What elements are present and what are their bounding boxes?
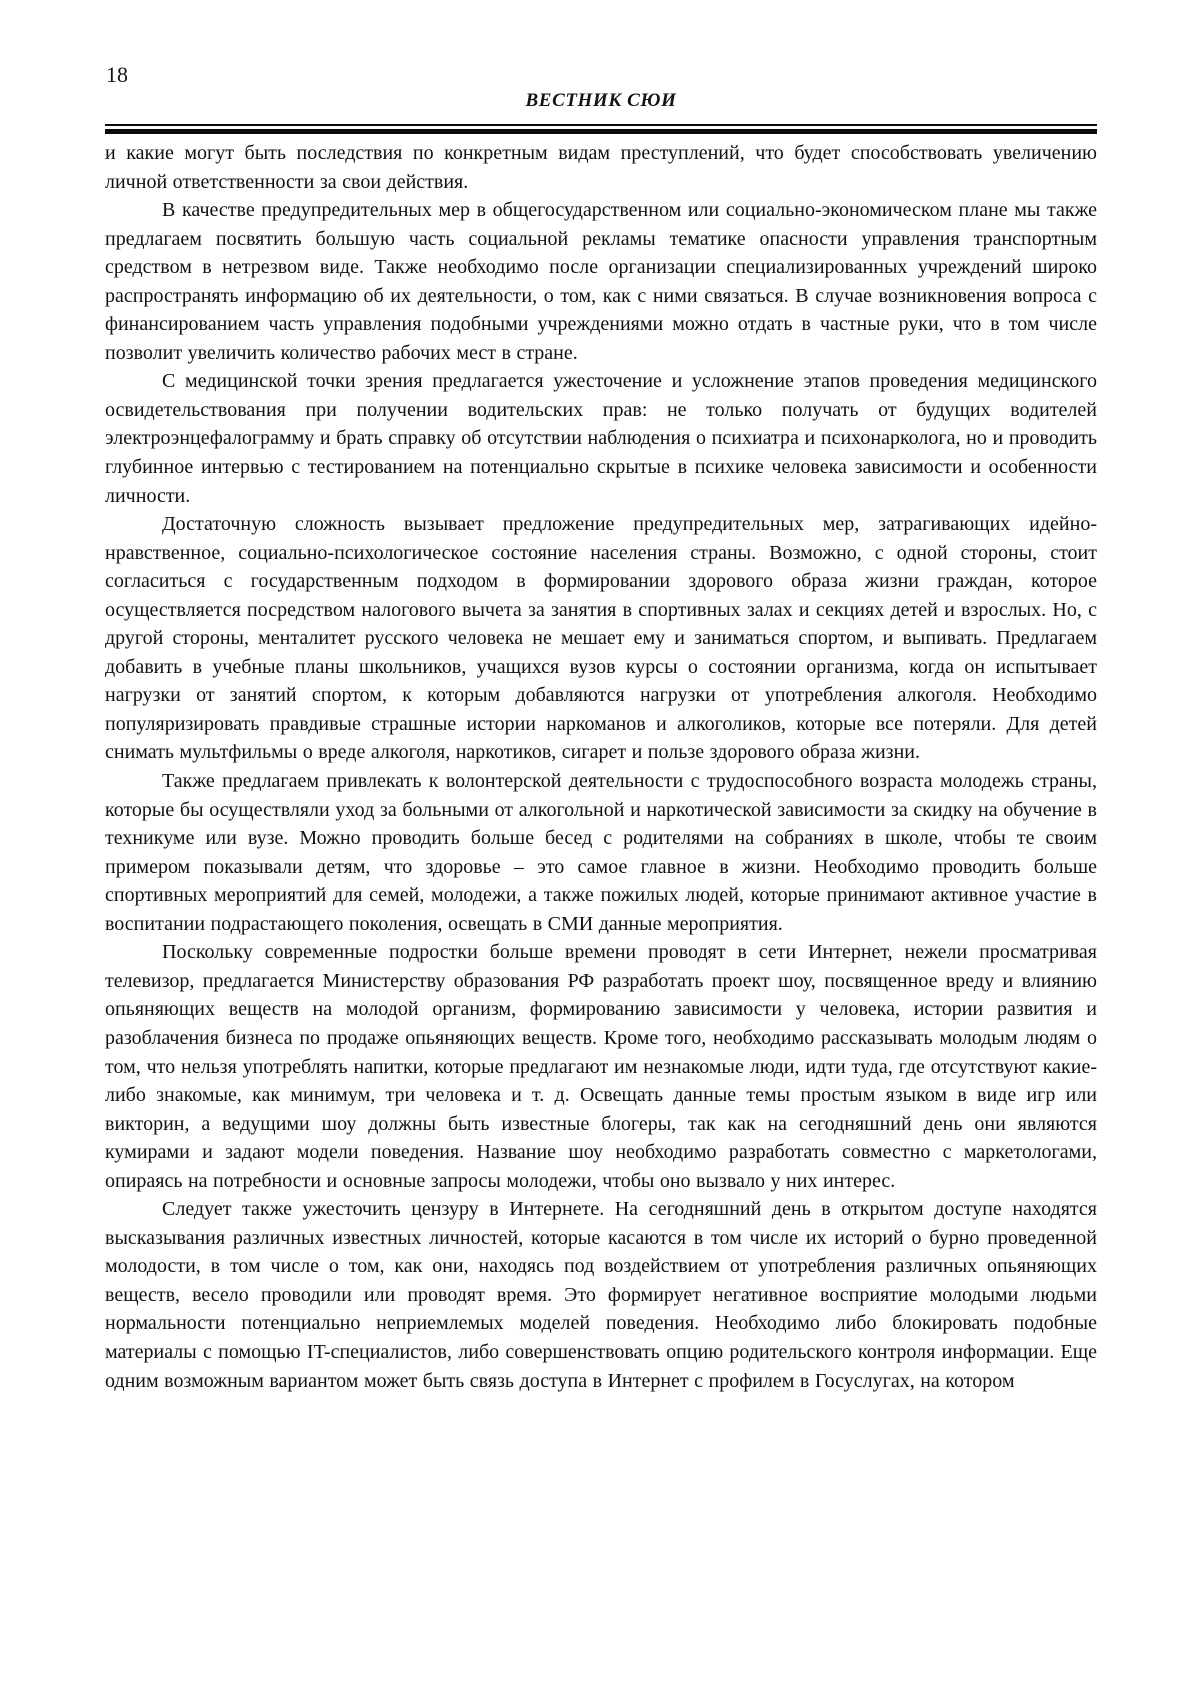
paragraph: Также предлагаем привлекать к волонтерской деятельности с трудоспособного возраста молодежь страны, которые бы осуществляли уход за больными от алкогольной и наркотической зависимости за скидку на обучение в техникуме или вузе. Можно проводить больше бесед с родителями на собраниях в школе, чтобы те своим примером показывали детям, что здоровье – это самое главное в жизни. Необходимо проводить больше спортивных мероприятий для семей, молодежи, а также пожилых людей, которые принимают активное участие в воспитании подрастающего поколения, освещать в СМИ данные мероприятия. <box>105 770 1097 935</box>
journal-header <box>105 90 1097 112</box>
article-body <box>105 139 1097 1395</box>
paragraph: В качестве предупредительных мер в общегосударственном или социально-экономическом плане мы также предлагаем посвятить большую часть социальной рекламы тематике опасности управления транспортным средством в нетрезвом виде. Также необходимо после организации специализированных учреждений широко распространять информацию об их деятельности, о том, как с ними связаться. В случае возникновения вопроса с финансированием часть управления подобными учреждениями можно отдать в частные руки, что в том числе позволит увеличить количество рабочих мест в стране. <box>105 199 1097 364</box>
paragraph-continuation: и какие могут быть последствия по конкретным видам преступлений, что будет способствовать увеличению личной ответственности за свои действия. <box>105 142 1097 193</box>
paragraph: Достаточную сложность вызывает предложение предупредительных мер, затрагивающих идейно-нравственное, социально-психологическое состояние населения страны. Возможно, с одной стороны, стоит согласиться с государственным подходом в формировании здорового образа жизни граждан, которое осуществляется посредством налогового вычета за занятия в спортивных залах и секциях детей и взрослых. Но, с другой стороны, менталитет русского человека не мешает ему и заниматься спортом, и выпивать. Предлагаем добавить в учебные планы школьников, учащихся вузов курсы о состоянии организма, когда он испытывает нагрузки от занятий спортом, к которым добавляются нагрузки от употребления алкоголя. Необходимо популяризировать правдивые страшные истории наркоманов и алкоголиков, которые все потеряли. Для детей снимать мультфильмы о вреде алкоголя, наркотиков, сигарет и пользе здорового образа жизни. <box>105 513 1097 764</box>
paragraph: С медицинской точки зрения предлагается ужесточение и усложнение этапов проведения медицинского освидетельствования при получении водительских прав: не только получать от будущих водителей электроэнцефалограмму и брать справку об отсутствии наблюдения о психиатра и психонарколога, но и проводить глубинное интервью с тестированием на потенциально скрытые в психике человека зависимости и особенности личности. <box>105 370 1097 507</box>
paragraph: Поскольку современные подростки больше времени проводят в сети Интернет, нежели просматривая телевизор, предлагается Министерству образования РФ разработать проект шоу, посвященное вреду и влиянию опьяняющих веществ на молодой организм, формированию зависимости у человека, истории развития и разоблачения бизнеса по продаже опьяняющих веществ. Кроме того, необходимо рассказывать молодым людям о том, что нельзя употреблять напитки, которые предлагают им незнакомые люди, идти туда, где отсутствуют какие-либо знакомые, как минимум, три человека и т. д. Освещать данные темы простым языком в виде игр или викторин, а ведущими шоу должны быть известные блогеры, так как на сегодняшний день они являются кумирами и задают модели поведения. Название шоу необходимо разработать совместно с маркетологами, опираясь на потребности и основные запросы молодежи, чтобы оно вызвало у них интерес. <box>105 941 1097 1192</box>
paragraph: Следует также ужесточить цензуру в Интернете. На сегодняшний день в открытом доступе находятся высказывания различных известных личностей, которые касаются в том числе их историй о бурно проведенной молодости, в том числе о том, как они, находясь под воздействием от употребления различных опьяняющих веществ, весело проводили или проводят время. Это формирует негативное восприятие молодыми людьми нормальности потенциально неприемлемых моделей поведения. Необходимо либо блокировать подобные материалы с помощью IT-специалистов, либо совершенствовать опцию родительского контроля информации. Еще одним возможным вариантом может быть связь доступа в Интернет с профилем в Госуслугах, на котором <box>105 1198 1097 1392</box>
header-rule <box>105 124 1097 134</box>
journal-title: ВЕСТНИК СЮИ <box>525 90 677 111</box>
page-number: 18 <box>106 62 128 87</box>
